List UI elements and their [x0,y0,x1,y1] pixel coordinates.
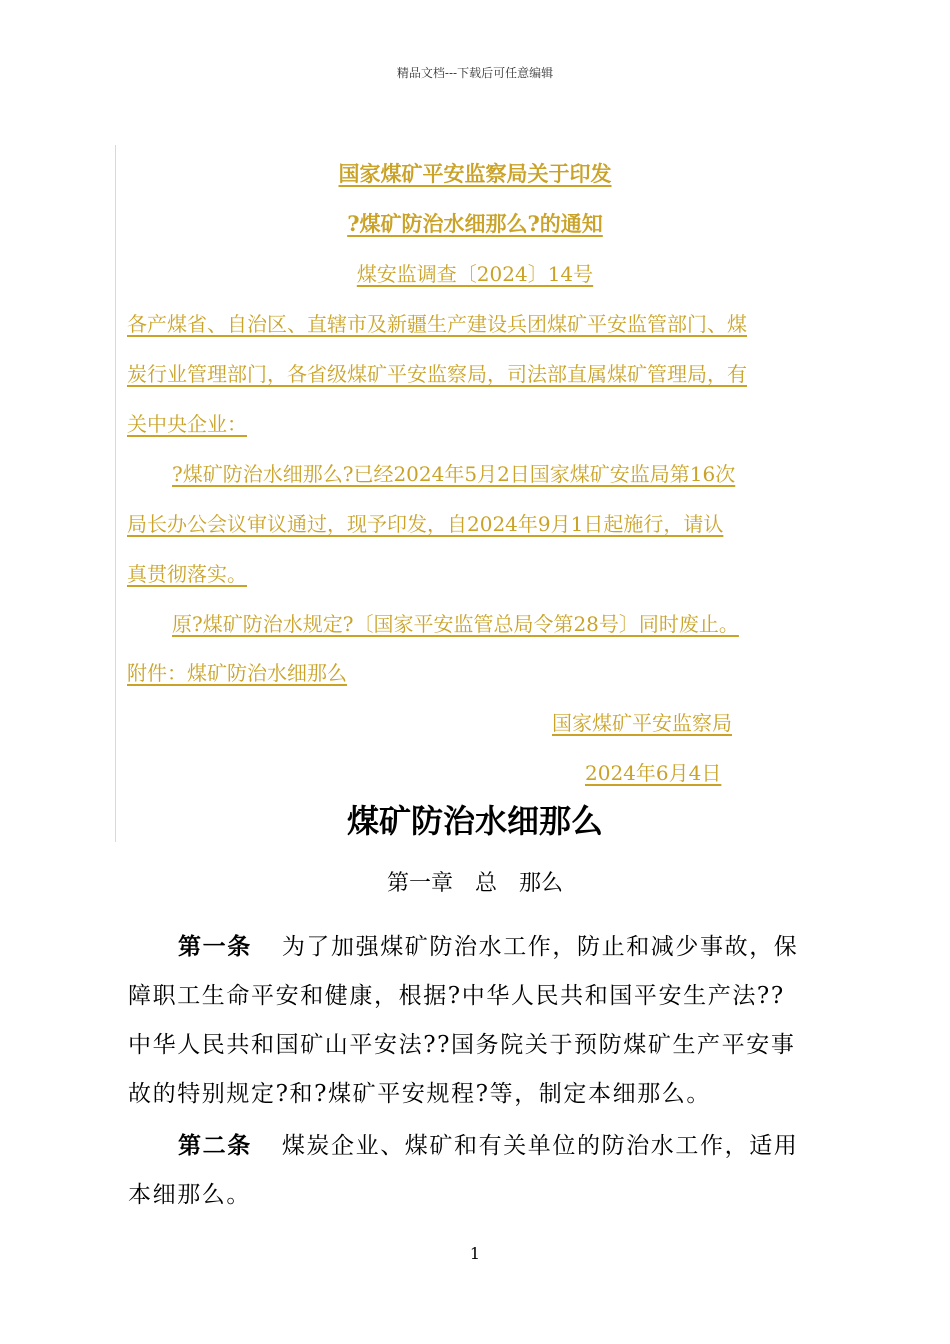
notice-recipients-line3: 关中央企业： [127,412,247,436]
notice-doc-number: 煤安监调查〔2024〕14号 [356,262,594,286]
regulation-title: 煤矿防治水细那么 [346,802,603,840]
article2-line1 [178,1127,798,1160]
notice-title-line1: 国家煤矿平安监察局关于印发 [338,161,612,186]
page-header: 精品文档---下载后可任意编辑 [396,66,554,80]
notice-recipients-line2: 炭行业管理部门，各省级煤矿平安监察局，司法部直属煤矿管理局，有 [127,362,747,386]
article1-line1 [178,928,798,961]
notice-date: 2024年6月4日 [585,761,722,785]
notice-attachment: 附件：煤矿防治水细那么 [127,661,347,685]
article1-line4: 故的特别规定?和?煤矿平安规程?等，制定本细那么。 [128,1081,711,1107]
chapter-heading: 第一章 总 那么 [386,871,563,896]
article2-line2: 本细那么。 [128,1182,251,1208]
notice-issuer: 国家煤矿平安监察局 [552,711,732,735]
notice-para1-line1: ?煤矿防治水细那么?已经2024年5月2日国家煤矿安监局第16次 [172,462,736,486]
page-number: 1 [469,1244,481,1263]
notice-para1-line2: 局长办公会议审议通过，现予印发，自2024年9月1日起施行，请认 [127,512,724,536]
article1-label: 第一条 [178,933,252,960]
article2-label: 第二条 [178,1132,252,1159]
article2-text: 煤炭企业、煤矿和有关单位的防治水工作，适用 [281,1133,799,1159]
article1-line2: 障职工生命平安和健康，根据?中华人民共和国平安生产法?? [128,983,785,1009]
article1-text: 为了加强煤矿防治水工作，防止和减少事故，保 [281,934,799,960]
notice-para1-line3: 真贯彻落实。 [127,562,247,586]
margin-line [115,145,116,842]
article1-line3: 中华人民共和国矿山平安法??国务院关于预防煤矿生产平安事 [128,1032,796,1058]
notice-para2: 原?煤矿防治水规定?〔国家平安监管总局令第28号〕同时废止。 [172,612,739,636]
notice-title-line2: ?煤矿防治水细那么?的通知 [347,211,603,236]
notice-recipients-line1: 各产煤省、自治区、直辖市及新疆生产建设兵团煤矿平安监管部门、煤 [127,312,747,336]
